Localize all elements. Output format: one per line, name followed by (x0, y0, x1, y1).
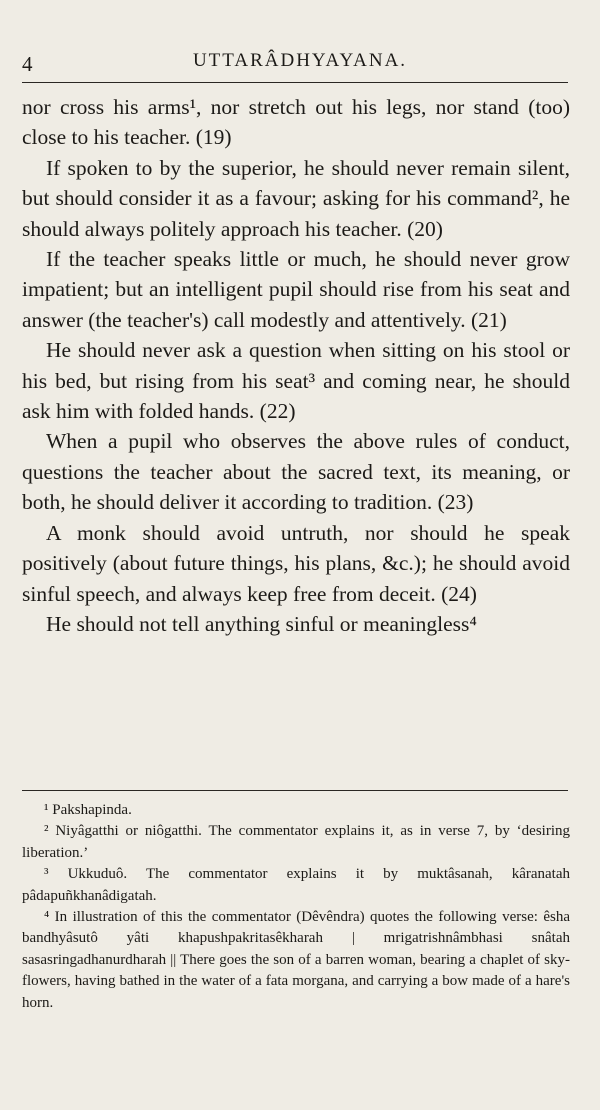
paragraph-verse-21: If the teacher speaks little or much, he should never grow impatient; but an intelligent pupil should rise from his seat and answer (the teacher's) call modestly and attentively. (21) (22, 247, 570, 332)
paragraph-verse-23: When a pupil who observes the above rules of conduct, questions the teacher about the sacred text, its meaning, or both, he should deliver it according to tradition. (23) (22, 429, 570, 515)
footnote-3: ³ Ukkuduô. The commentator explains it by muktâsanah, kâranatah pâdapuñkhanâdigatah. (22, 866, 570, 904)
paragraph-verse-20: If spoken to by the superior, he should never remain silent, but should consider it as a favour; asking for his command², he should always politely approach his teacher. (20) (22, 155, 570, 241)
footnotes (22, 800, 570, 1014)
page-number: 4 (22, 52, 33, 76)
footnote-rule (22, 790, 568, 791)
footnote-4: ⁴ In illustration of this the commentator (Dêvêndra) quotes the following verse: êsha bandhyâsutô yâti khapushpakritasêkharah | mrigatrishnâmbhasi snâtah sasasringadhanurdharah || There goes the son of a barren woman, bearing a chaplet of sky-flowers, having bathed in the water of a fata morgana, and carrying a bow made of a hare's horn. (22, 909, 570, 1011)
main-text (22, 92, 570, 639)
paragraph-continuation: He should not tell anything sinful or meaningless⁴ (46, 611, 477, 636)
footnote-1: ¹ Pakshapinda. (44, 802, 132, 818)
paragraph-verse-24: A monk should avoid untruth, nor should he speak positively (about future things, his plans, &c.); he should avoid sinful speech, and always keep free from deceit. (24) (22, 520, 570, 606)
header-rule (22, 82, 568, 83)
running-head-title: UTTARÂDHYAYANA. (192, 50, 408, 71)
paragraph-verse-19: nor cross his arms¹, nor stretch out his legs, nor stand (too) close to his teacher. (19) (22, 95, 570, 150)
paragraph-verse-22: He should never ask a question when sitting on his stool or his bed, but rising from his seat³ and coming near, he should ask him with folded hands. (22) (22, 338, 570, 424)
footnote-2: ² Niyâgatthi or niôgatthi. The commentator explains it, as in verse 7, by ‘desiring liberation.’ (22, 823, 570, 861)
